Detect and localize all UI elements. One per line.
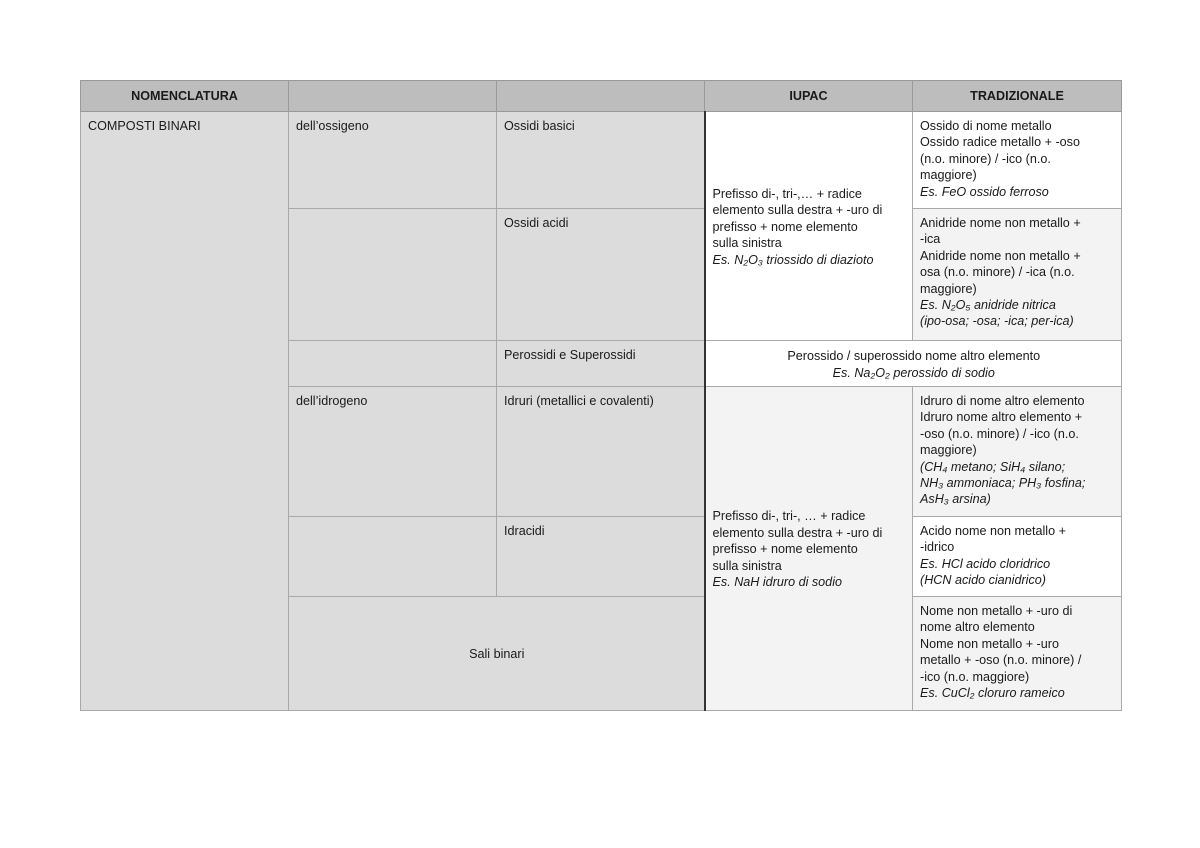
trad-sali-binari-cell [913,597,1122,711]
perossidi-cell: Perossidi e Superossidi [497,341,705,387]
trad-line: Anidride nome non metallo + [920,248,1081,263]
iupac-idrogeno-line-2: elemento sulla destra + -uro di [712,525,883,540]
empty-cell [289,209,497,341]
idracidi-cell: Idracidi [497,517,705,597]
empty-cell [289,341,497,387]
trad-example: (CH₄ metano; SiH₄ silano; [920,459,1066,474]
trad-example: Es. N₂O₅ anidride nitrica [920,298,1056,313]
trad-ossidi-acidi-cell [913,209,1122,341]
iupac-ossidi-line-4: sulla sinistra [712,236,782,251]
empty-cell [289,517,497,597]
iupac-idrogeno-example: Es. NaH idruro di sodio [712,575,842,590]
iupac-idrogeno-line-3: prefisso + nome elemento [712,542,858,557]
header-empty-2 [497,81,705,112]
trad-line: Nome non metallo + -uro [920,636,1059,651]
trad-line: nome altro elemento [920,620,1035,635]
header-tradizionale: TRADIZIONALE [913,81,1122,112]
trad-line: maggiore) [920,168,977,183]
nomenclature-table [80,80,1122,711]
trad-line: maggiore) [920,443,977,458]
trad-line: Acido nome non metallo + [920,524,1066,538]
iupac-ossidi-line-1: Prefisso di-, tri-,… + radice [712,186,862,201]
trad-idruri-cell [913,387,1122,517]
table-row [81,112,1122,209]
trad-example: Es. CuCl₂ cloruro rameico [920,686,1065,701]
trad-line: Nome non metallo + -uro di [920,604,1073,618]
trad-example: (ipo-osa; -osa; -ica; per-ica) [920,314,1074,329]
trad-idracidi-cell [913,517,1122,597]
trad-example: NH₃ ammoniaca; PH₃ fosfina; [920,476,1086,491]
trad-ossidi-basici-cell [913,112,1122,209]
trad-example: AsH₃ arsina) [920,492,991,507]
header-iupac: IUPAC [705,81,913,112]
header-nomenclatura: NOMENCLATURA [81,81,289,112]
iupac-perossidi-cell [705,341,1122,387]
trad-line: Idruro nome altro elemento + [920,410,1083,425]
trad-example: (HCN acido cianidrico) [920,573,1046,588]
iupac-ossidi-cell [705,112,913,341]
header-row [81,81,1122,112]
trad-example: Es. FeO ossido ferroso [920,184,1049,199]
iupac-idrogeno-line-4: sulla sinistra [712,558,782,573]
trad-line: Anidride nome non metallo + [920,216,1081,230]
trad-line: (n.o. minore) / -ico (n.o. [920,151,1051,166]
trad-line: Ossido di nome metallo [920,119,1052,133]
trad-line: -idrico [920,540,955,555]
trad-line: -oso (n.o. minore) / -ico (n.o. [920,426,1079,441]
idruri-cell: Idruri (metallici e covalenti) [497,387,705,517]
trad-example: Es. HCl acido cloridrico [920,556,1051,571]
ossidi-acidi-cell: Ossidi acidi [497,209,705,341]
trad-line: osa (n.o. minore) / -ica (n.o. [920,265,1075,280]
iupac-idrogeno-line-1: Prefisso di-, tri-, … + radice [712,509,866,524]
trad-line: -ica [920,232,941,247]
ossigeno-cell: dell’ossigeno [289,112,497,209]
iupac-ossidi-line-3: prefisso + nome elemento [712,219,858,234]
composti-binari-cell: COMPOSTI BINARI [81,112,289,711]
trad-line: Ossido radice metallo + -oso [920,135,1080,150]
trad-line: maggiore) [920,281,977,296]
trad-line: metallo + -oso (n.o. minore) / [920,653,1082,668]
idrogeno-cell: dell’idrogeno [289,387,497,517]
iupac-ossidi-example: Es. N₂O₃ triossido di diazioto [712,252,874,267]
trad-line: -ico (n.o. maggiore) [920,669,1030,684]
ossidi-basici-cell: Ossidi basici [497,112,705,209]
trad-line: Idruro di nome altro elemento [920,394,1085,408]
iupac-ossidi-line-2: elemento sulla destra + -uro di [712,203,883,218]
iupac-idrogeno-cell [705,387,913,711]
iupac-perossidi-example: Es. Na₂O₂ perossido di sodio [832,365,995,380]
iupac-perossidi-line: Perossido / superossido nome altro elemento [787,349,1041,364]
sali-binari-cell: Sali binari [289,597,705,711]
header-empty-1 [289,81,497,112]
